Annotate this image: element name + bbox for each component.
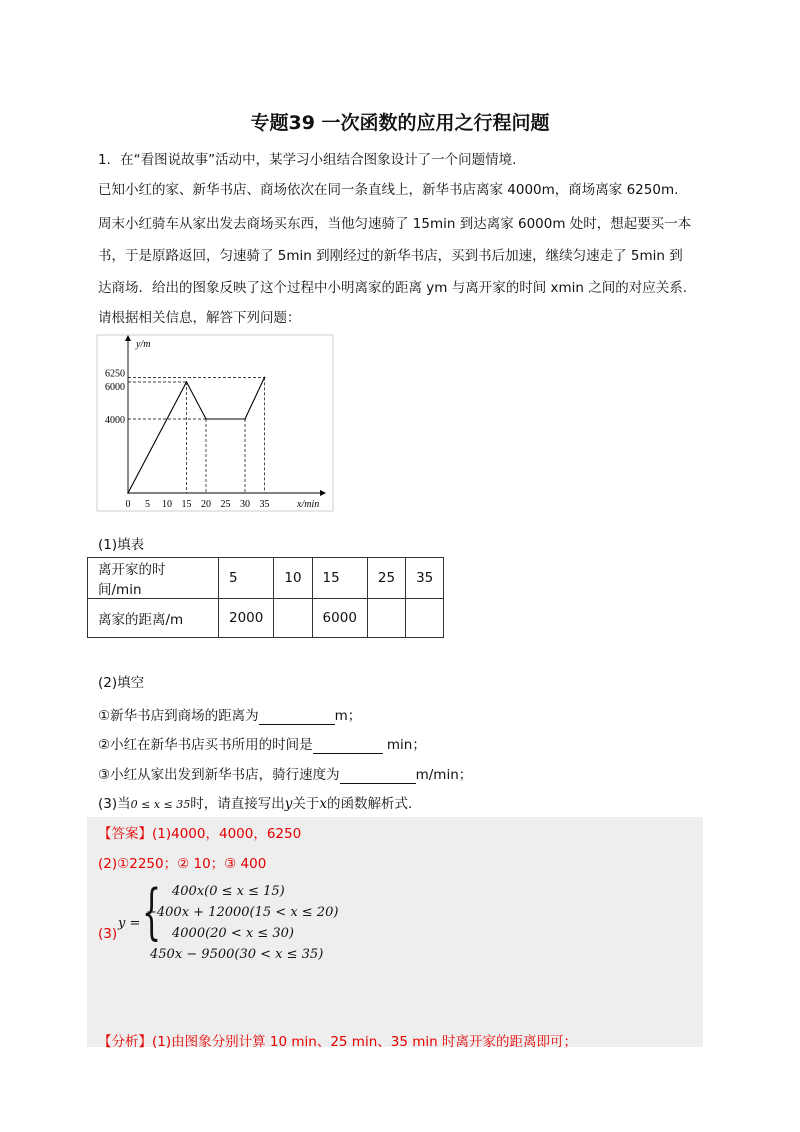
answer-part3-label: (3) <box>98 926 118 942</box>
x-tick-label: 0 <box>125 499 131 510</box>
y-tick-label: 4000 <box>105 415 125 426</box>
q1-text: ①新华书店到商场的距离为 <box>98 708 259 724</box>
x-tick-label: 25 <box>220 499 231 510</box>
table-cell <box>406 599 444 638</box>
table-cell: 6000 <box>312 599 367 638</box>
x-axis-label: x/min <box>297 499 320 510</box>
data-point <box>127 492 129 494</box>
problem-line-6: 请根据相关信息，解答下列问题： <box>98 310 301 326</box>
data-point <box>205 418 207 420</box>
part2-q3 <box>98 763 708 784</box>
problem-line-5: 达商场．给出的图象反映了这个过程中小明离家的距离 ym 与离开家的时间 xmin 之间的对应关系. <box>98 280 688 296</box>
q3-unit: m/min； <box>415 767 473 783</box>
table-cell: 5 <box>219 558 274 599</box>
answer-part2: (2)①2250；② 10；③ 400 <box>98 856 267 872</box>
problem-line-3: 周末小红骑车从家出发去商场买东西，当他匀速骑了 15min 到达离家 6000m 处时，想起要买一本 <box>98 216 692 232</box>
y-tick-label: 6250 <box>105 368 125 380</box>
piecewise-brace: { <box>142 877 162 947</box>
table-row <box>88 558 444 599</box>
x-axis-arrow <box>320 490 326 496</box>
x-tick-label: 10 <box>162 499 172 510</box>
x-tick-label: 5 <box>145 499 150 510</box>
q1-unit: m； <box>334 708 362 724</box>
graph-guide-lines <box>128 377 265 493</box>
table-cell: 离开家的时间/min <box>88 558 219 599</box>
y-axis-arrow <box>125 335 131 341</box>
data-point <box>186 381 188 383</box>
table-cell: 15 <box>312 558 367 599</box>
problem-line-1: 1．在“看图说故事”活动中，某学习小组结合图象设计了一个问题情境. <box>98 152 517 168</box>
piecewise-y: y = <box>118 916 141 931</box>
page-title: 专题39 一次函数的应用之行程问题 <box>250 112 550 134</box>
case-2: −400x + 12000(15 < x ≤ 20) <box>146 905 339 920</box>
answer-tag: 【答案】 <box>98 826 152 842</box>
q2-unit: min； <box>382 737 426 753</box>
data-point <box>244 418 246 420</box>
answer-part1: (1)4000，4000，6250 <box>152 826 302 842</box>
var-y: y <box>284 796 293 812</box>
analysis-text: (1)由图象分别计算 10 min、25 min、35 min 时离开家的距离即可； <box>152 1034 577 1050</box>
part2-q1 <box>98 704 708 725</box>
case-3: 4000(20 < x ≤ 30) <box>172 926 294 941</box>
x-tick-label: 15 <box>181 499 192 510</box>
table-cell: 35 <box>406 558 444 599</box>
table-cell: 离家的距离/m <box>88 599 219 638</box>
case-1: 400x(0 ≤ x ≤ 15) <box>172 884 285 899</box>
analysis-line <box>98 1030 708 1050</box>
table-row <box>88 599 444 638</box>
q1-blank[interactable] <box>259 708 335 725</box>
data-point <box>264 377 266 379</box>
q3-blank[interactable] <box>340 767 416 784</box>
var-x: x <box>319 796 328 812</box>
x-tick-label: 35 <box>259 499 270 510</box>
part2-q2 <box>98 733 708 754</box>
table-cell: 10 <box>274 558 312 599</box>
fill-table <box>87 557 444 638</box>
q2-text: ②小红在新华书店买书所用的时间是 <box>98 737 313 753</box>
problem-line-2: 已知小红的家、新华书店、商场依次在同一条直线上，新华书店离家 4000m，商场离家 6250m. <box>98 182 679 198</box>
series-line <box>128 377 265 493</box>
table-cell: 25 <box>367 558 405 599</box>
q2-blank[interactable] <box>313 737 383 754</box>
part3-condition: 0 ≤ x ≤ 35 <box>130 798 191 811</box>
y-axis-label: y/m <box>136 339 151 350</box>
answer-line-1 <box>98 822 708 842</box>
table-cell <box>274 599 312 638</box>
part1-label: (1)填表 <box>98 537 145 553</box>
x-tick-label: 30 <box>240 499 250 510</box>
case-4: 450x − 9500(30 < x ≤ 35) <box>150 947 324 962</box>
graph-series <box>127 377 265 494</box>
part2-label: (2)填空 <box>98 675 145 691</box>
part3-mid: 时，请直接写出 <box>190 796 285 812</box>
distance-time-graph <box>95 333 335 513</box>
part3-pre: (3)当 <box>98 796 131 812</box>
table-cell <box>367 599 405 638</box>
part3-post: 的函数解析式. <box>327 796 413 812</box>
analysis-tag: 【分析】 <box>98 1034 152 1050</box>
q3-text: ③小红从家出发到新华书店，骑行速度为 <box>98 767 340 783</box>
x-tick-label: 20 <box>201 499 211 510</box>
problem-line-4: 书，于是原路返回，匀速骑了 5min 到刚经过的新华书店，买到书后加速，继续匀速走了 5min 到 <box>98 248 683 264</box>
y-tick-label: 6000 <box>105 382 125 393</box>
part3-question <box>98 792 708 812</box>
table-cell: 2000 <box>219 599 274 638</box>
part3-mid2: 关于 <box>292 796 320 812</box>
